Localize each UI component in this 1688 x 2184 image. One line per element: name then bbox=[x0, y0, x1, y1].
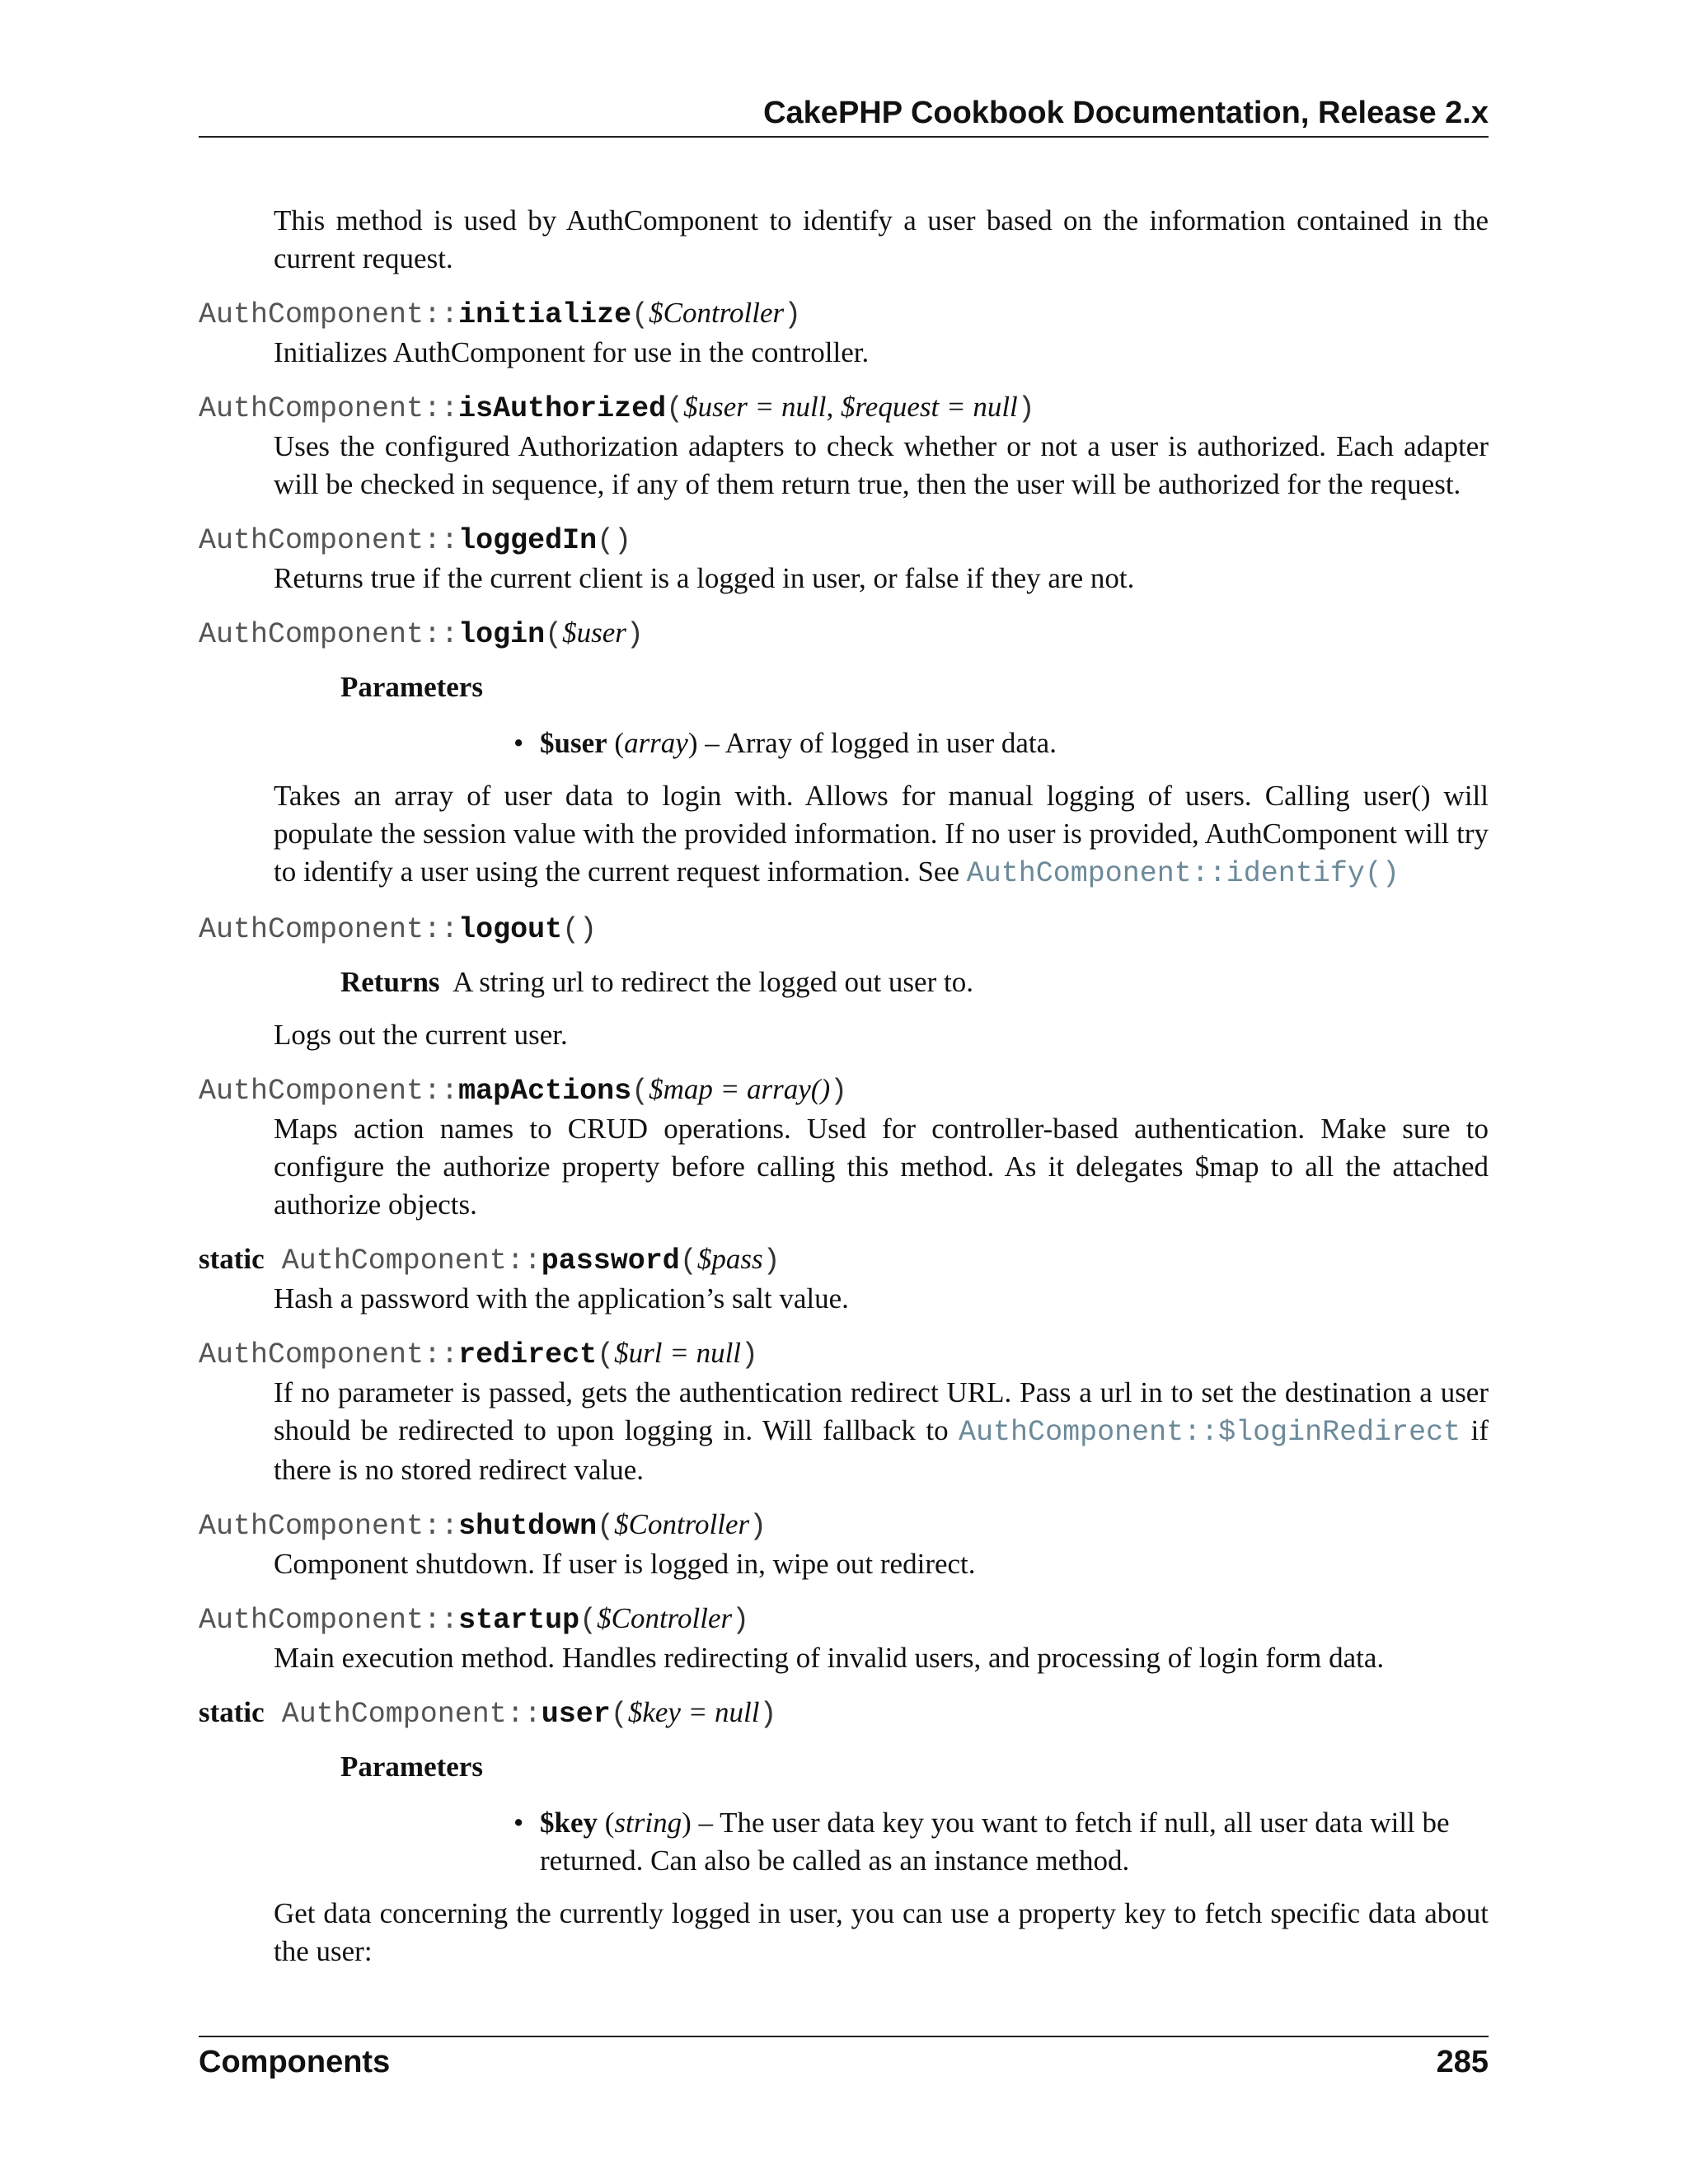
method-args: $Controller bbox=[614, 1508, 750, 1540]
signature-shutdown: AuthComponent::shutdown($Controller) bbox=[199, 1508, 767, 1543]
method-name: initialize bbox=[458, 298, 632, 331]
description-text: Logs out the current user. bbox=[274, 1019, 568, 1051]
description-text: Hash a password with the application’s salt value. bbox=[274, 1282, 849, 1315]
parameter-list bbox=[340, 724, 1489, 762]
class-name: AuthComponent:: bbox=[199, 1338, 459, 1371]
method-args: $map = array() bbox=[649, 1073, 831, 1105]
parameters-field bbox=[340, 1748, 1489, 1880]
login-description bbox=[274, 668, 1489, 893]
class-name: AuthComponent:: bbox=[199, 1604, 459, 1637]
signature-user: static AuthComponent::user($key = null) bbox=[199, 1696, 777, 1731]
signature-startup: AuthComponent::startup($Controller) bbox=[199, 1602, 750, 1637]
identify-link[interactable]: AuthComponent::identify() bbox=[966, 857, 1400, 890]
signature-redirect: AuthComponent::redirect($url = null) bbox=[199, 1337, 759, 1371]
description-text: Get data concerning the currently logged in user, you can use a property key to fetch specific data about the user: bbox=[274, 1897, 1489, 1967]
signature-isauthorized: AuthComponent::isAuthorized($user = null, $request = null) bbox=[199, 391, 1035, 425]
returns-desc: A string url to redirect the logged out user to. bbox=[452, 966, 973, 998]
list-item: • $user (array) – Array of logged in user data. bbox=[513, 724, 1489, 762]
method-name: user bbox=[541, 1698, 611, 1731]
method-name: shutdown bbox=[458, 1510, 598, 1543]
param-desc: The user data key you want to fetch if null, all user data will be returned. Can also be called as an instance method. bbox=[540, 1807, 1450, 1877]
description-text: Main execution method. Handles redirecting of invalid users, and processing of login form data. bbox=[274, 1642, 1385, 1674]
signature-login: AuthComponent::login($user) bbox=[199, 616, 644, 651]
field-label: Parameters bbox=[340, 671, 483, 703]
param-name: $user bbox=[540, 727, 607, 759]
class-name: AuthComponent:: bbox=[199, 524, 459, 557]
signature-loggedin: AuthComponent::loggedIn() bbox=[199, 524, 632, 557]
class-name: AuthComponent:: bbox=[281, 1698, 542, 1731]
login-redirect-link[interactable]: AuthComponent::$loginRedirect bbox=[959, 1416, 1461, 1449]
loggedin-description bbox=[274, 560, 1489, 598]
class-name: AuthComponent:: bbox=[199, 392, 459, 425]
page-number: 285 bbox=[1436, 2045, 1489, 2079]
password-description bbox=[274, 1280, 1489, 1318]
method-name: startup bbox=[458, 1604, 580, 1637]
description-text: Returns true if the current client is a logged in user, or false if they are not. bbox=[274, 562, 1135, 594]
field-label: Returns bbox=[340, 966, 440, 998]
method-name: password bbox=[541, 1244, 680, 1277]
method-name: loggedIn bbox=[458, 524, 598, 557]
shutdown-description bbox=[274, 1545, 1489, 1583]
description-text: Component shutdown. If user is logged in, wipe out redirect. bbox=[274, 1548, 976, 1580]
method-args: $url = null bbox=[614, 1337, 742, 1369]
class-name: AuthComponent:: bbox=[199, 1075, 459, 1108]
redirect-description bbox=[274, 1374, 1489, 1489]
method-name: mapActions bbox=[458, 1075, 632, 1108]
method-args: $user bbox=[562, 616, 626, 649]
method-args: $Controller bbox=[649, 297, 785, 329]
description-body: If no parameter is passed, gets the authentication redirect URL. Pass a url in to set the destination a user should be redirected to upon logging in. Will fallback to bbox=[274, 1376, 1489, 1446]
page-content bbox=[199, 202, 1489, 1971]
class-name: AuthComponent:: bbox=[199, 618, 459, 651]
identify-description bbox=[274, 202, 1489, 278]
method-args: $key = null bbox=[627, 1696, 760, 1728]
startup-description bbox=[274, 1639, 1489, 1677]
method-args: $pass bbox=[696, 1243, 763, 1275]
page-header: CakePHP Cookbook Documentation, Release 2.x bbox=[199, 91, 1489, 138]
param-desc: Array of logged in user data. bbox=[724, 727, 1057, 759]
class-name: AuthComponent:: bbox=[199, 913, 459, 946]
description-text: Uses the configured Authorization adapters to check whether or not a user is authorized. Each adapter will be checked in sequence, if any of them return true, then the user will be authorized for the request. bbox=[274, 430, 1489, 500]
method-args: $Controller bbox=[597, 1602, 733, 1634]
description-text: Initializes AuthComponent for use in the controller. bbox=[274, 336, 870, 368]
footer-section: Components bbox=[199, 2045, 391, 2079]
param-type: array bbox=[624, 727, 688, 759]
method-args: $user = null, $request = null bbox=[683, 391, 1018, 423]
static-keyword: static bbox=[199, 1696, 265, 1728]
parameters-field bbox=[340, 668, 1489, 762]
class-name: AuthComponent:: bbox=[199, 298, 459, 331]
description-text: Maps action names to CRUD operations. Used for controller-based authentication. Make sure to configure the authorize property before calling this method. As it delegates $map to all the attached authorize objects. bbox=[274, 1113, 1489, 1221]
signature-password: static AuthComponent::password($pass) bbox=[199, 1243, 781, 1277]
param-name: $key bbox=[540, 1807, 598, 1839]
parameter-list bbox=[340, 1804, 1489, 1880]
param-type: string bbox=[614, 1807, 682, 1839]
page-footer bbox=[199, 2036, 1489, 2083]
logout-description bbox=[274, 963, 1489, 1054]
description-text bbox=[274, 777, 1489, 893]
initialize-description bbox=[274, 334, 1489, 372]
signature-logout: AuthComponent::logout() bbox=[199, 913, 598, 946]
mapactions-description bbox=[274, 1110, 1489, 1224]
field-label: Parameters bbox=[340, 1750, 483, 1783]
method-name: isAuthorized bbox=[458, 392, 667, 425]
class-name: AuthComponent:: bbox=[281, 1244, 542, 1277]
method-name: redirect bbox=[458, 1338, 598, 1371]
class-name: AuthComponent:: bbox=[199, 1510, 459, 1543]
user-description bbox=[274, 1748, 1489, 1971]
signature-initialize: AuthComponent::initialize($Controller) bbox=[199, 297, 802, 331]
returns-field bbox=[340, 963, 1489, 1001]
signature-mapactions: AuthComponent::mapActions($map = array()) bbox=[199, 1073, 848, 1108]
intro-paragraph: This method is used by AuthComponent to identify a user based on the information contained in the current request. bbox=[274, 204, 1489, 274]
list-item: • $key (string) – The user data key you want to fetch if null, all user data will be returned. Can also be called as an instance method. bbox=[513, 1804, 1489, 1880]
method-name: logout bbox=[458, 913, 563, 946]
method-name: login bbox=[458, 618, 546, 651]
static-keyword: static bbox=[199, 1243, 265, 1275]
description-text bbox=[274, 1374, 1489, 1489]
description-tail: if there is no stored redirect value. bbox=[274, 1414, 1489, 1486]
description-body: Takes an array of user data to login with. Allows for manual logging of users. Calling user() will populate the session value with the provided information. If no user is provided, AuthComponent will try to identify a user using the current request information. See bbox=[274, 780, 1489, 888]
isauthorized-description bbox=[274, 428, 1489, 504]
